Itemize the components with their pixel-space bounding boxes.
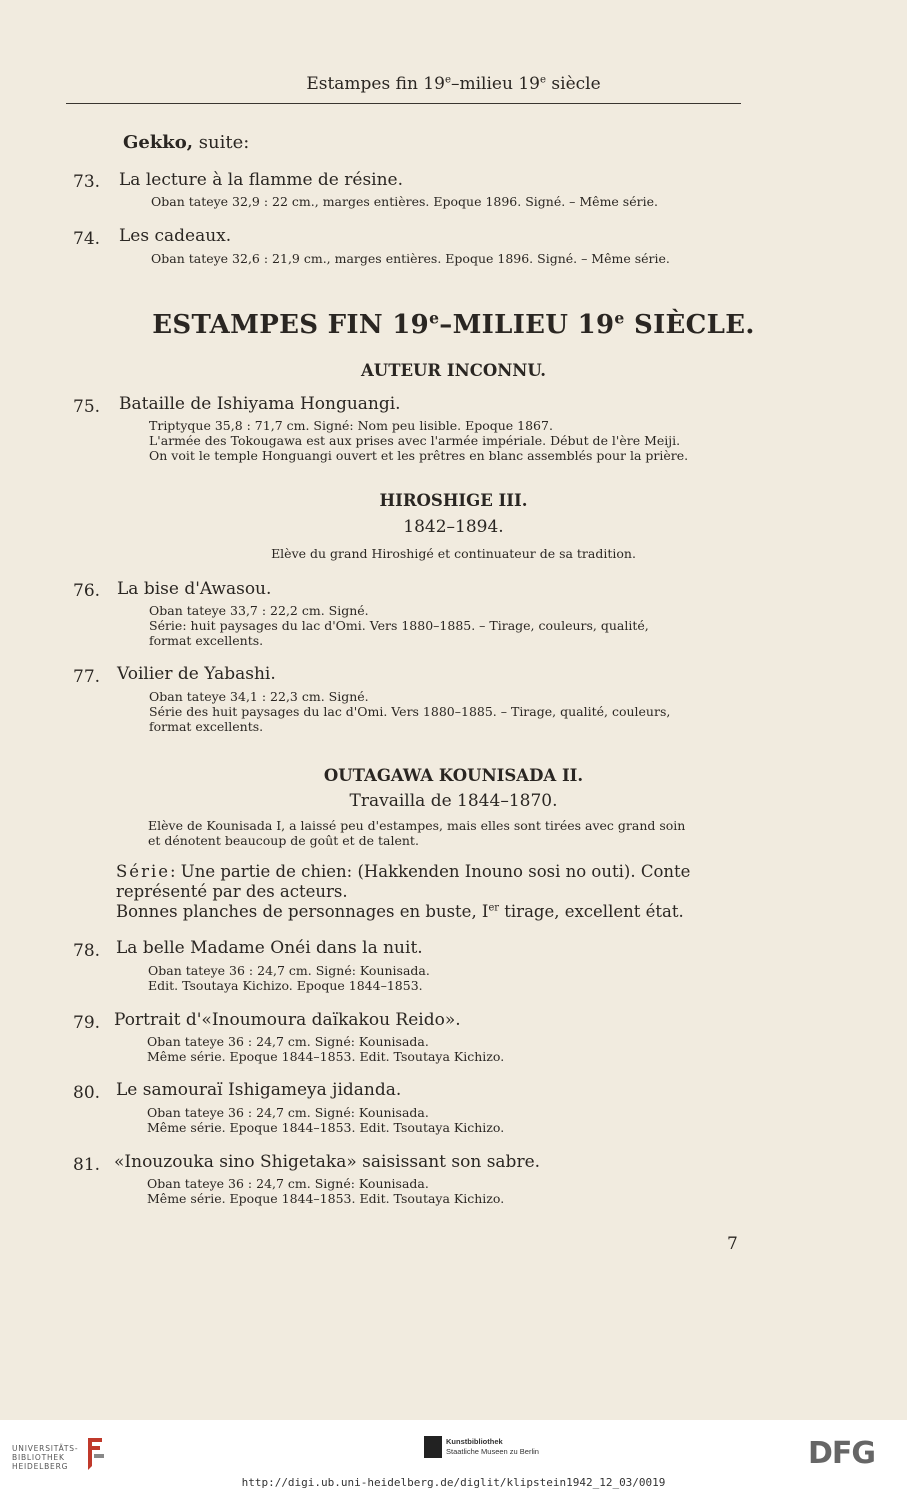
series-line: Bonnes planches de personnages en buste, Ier tirage, excellent état. bbox=[116, 902, 684, 921]
page-number: 7 bbox=[727, 1234, 738, 1254]
series-line: Série: Une partie de chien: (Hakkenden Inouno sosi no outi). Conte bbox=[116, 862, 691, 881]
item-details: Oban tateye 36 : 24,7 cm. Signé: Kounisada. bbox=[147, 1176, 429, 1191]
item-title: La lecture à la flamme de résine. bbox=[119, 170, 404, 190]
item-number: 79. bbox=[73, 1013, 101, 1033]
item-number: 75. bbox=[73, 397, 101, 417]
item-title: Bataille de Ishiyama Honguangi. bbox=[119, 394, 401, 414]
item-details: Triptyque 35,8 : 71,7 cm. Signé: Nom peu lisible. Epoque 1867. bbox=[149, 418, 553, 433]
item-number: 81. bbox=[73, 1155, 101, 1175]
item-details: Série des huit paysages du lac d'Omi. Vers 1880–1885. – Tirage, qualité, couleurs, bbox=[149, 704, 671, 719]
item-details: format excellents. bbox=[149, 719, 264, 734]
artist-dates: Travailla de 1844–1870. bbox=[349, 791, 558, 811]
artist-continuation: Gekko, suite: bbox=[123, 132, 250, 153]
running-head: Estampes fin 19e–milieu 19e siècle bbox=[306, 74, 601, 94]
item-details: Oban tateye 32,9 : 22 cm., marges entières. Epoque 1896. Signé. – Même série. bbox=[151, 194, 658, 209]
artist-note: et dénotent beaucoup de goût et de talent. bbox=[148, 833, 419, 848]
dfg-logo[interactable]: DFG bbox=[808, 1436, 876, 1471]
item-details: Edit. Tsoutaya Kichizo. Epoque 1844–1853. bbox=[148, 978, 423, 993]
artist-dates: 1842–1894. bbox=[403, 517, 504, 537]
item-number: 73. bbox=[73, 172, 101, 192]
item-details: On voit le temple Honguangi ouvert et les prêtres en blanc assemblés pour la prière. bbox=[149, 448, 689, 463]
page-url[interactable]: http://digi.ub.uni-heidelberg.de/diglit/klipstein1942_12_03/0019 bbox=[241, 1476, 666, 1489]
artist-heading: HIROSHIGE III. bbox=[379, 491, 528, 510]
series-line: représenté par des acteurs. bbox=[116, 882, 348, 901]
item-details: Oban tateye 36 : 24,7 cm. Signé: Kounisada. bbox=[147, 1034, 429, 1049]
item-number: 78. bbox=[73, 941, 101, 961]
item-details: Même série. Epoque 1844–1853. Edit. Tsoutaya Kichizo. bbox=[147, 1120, 505, 1135]
item-number: 77. bbox=[73, 667, 101, 687]
item-title: «Inouzouka sino Shigetaka» saisissant son sabre. bbox=[114, 1152, 541, 1172]
item-details: format excellents. bbox=[149, 633, 264, 648]
item-details: Oban tateye 34,1 : 22,3 cm. Signé. bbox=[149, 689, 369, 704]
item-details: L'armée des Tokougawa est aux prises avec l'armée impériale. Début de l'ère Meiji. bbox=[149, 433, 681, 448]
item-number: 74. bbox=[73, 229, 101, 249]
item-details: Série: huit paysages du lac d'Omi. Vers 1880–1885. – Tirage, couleurs, qualité, bbox=[149, 618, 649, 633]
item-title: Le samouraï Ishigameya jidanda. bbox=[116, 1080, 402, 1100]
artist-note: Elève du grand Hiroshigé et continuateur de sa tradition. bbox=[271, 546, 636, 561]
item-details: Même série. Epoque 1844–1853. Edit. Tsoutaya Kichizo. bbox=[147, 1049, 505, 1064]
artist-heading: OUTAGAWA KOUNISADA II. bbox=[323, 766, 584, 785]
item-number: 80. bbox=[73, 1083, 101, 1103]
kunstbibliothek-wordmark[interactable]: Kunstbibliothek Staatliche Museen zu Berlin bbox=[446, 1437, 539, 1456]
item-details: Oban tateye 36 : 24,7 cm. Signé: Kounisada. bbox=[148, 963, 430, 978]
header-rule bbox=[66, 103, 741, 104]
kunstbibliothek-logo-icon[interactable] bbox=[424, 1436, 442, 1458]
section-heading: ESTAMPES FIN 19e–MILIEU 19e SIÈCLE. bbox=[152, 308, 755, 340]
item-details: Oban tateye 32,6 : 21,9 cm., marges entières. Epoque 1896. Signé. – Même série. bbox=[151, 251, 670, 266]
item-details: Oban tateye 33,7 : 22,2 cm. Signé. bbox=[149, 603, 369, 618]
item-title: La bise d'Awasou. bbox=[117, 579, 272, 599]
item-number: 76. bbox=[73, 581, 101, 601]
item-title: La belle Madame Onéi dans la nuit. bbox=[116, 938, 423, 958]
ub-heidelberg-wordmark[interactable]: UNIVERSITÄTS- BIBLIOTHEK HEIDELBERG bbox=[12, 1444, 79, 1471]
item-title: Portrait d'«Inoumoura daïkakou Reido». bbox=[114, 1010, 461, 1030]
artist-heading: AUTEUR INCONNU. bbox=[361, 361, 546, 380]
artist-note: Elève de Kounisada I, a laissé peu d'estampes, mais elles sont tirées avec grand soin bbox=[148, 818, 686, 833]
item-details: Oban tateye 36 : 24,7 cm. Signé: Kounisada. bbox=[147, 1105, 429, 1120]
item-title: Voilier de Yabashi. bbox=[117, 664, 276, 684]
item-details: Même série. Epoque 1844–1853. Edit. Tsoutaya Kichizo. bbox=[147, 1191, 505, 1206]
ub-heidelberg-logo-icon[interactable] bbox=[82, 1436, 106, 1472]
item-title: Les cadeaux. bbox=[119, 226, 232, 246]
